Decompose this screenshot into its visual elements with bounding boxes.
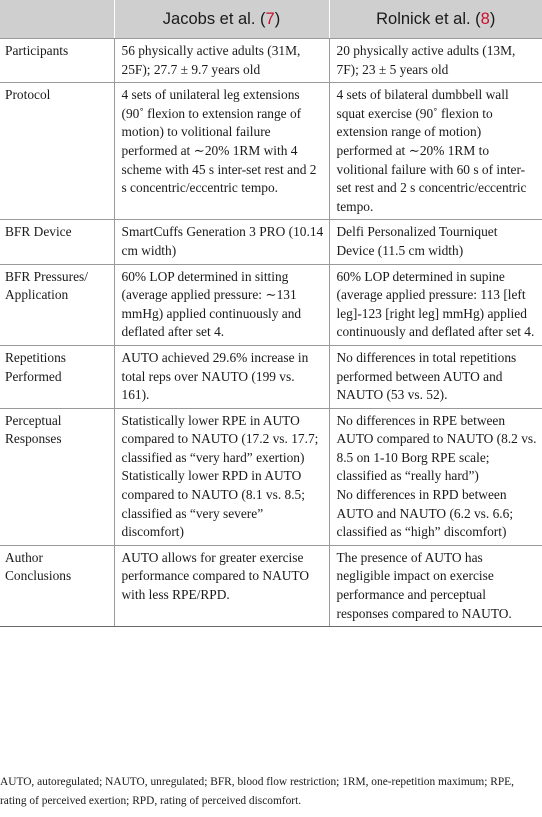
rolnick-cell [329, 408, 542, 545]
header-rolnick [329, 0, 542, 39]
row-label: Perceptual Responses [0, 408, 114, 545]
rolnick-cell [329, 83, 542, 220]
header-jacobs-close: ) [274, 9, 281, 28]
header-jacobs-author: Jacobs et al. ( [162, 9, 266, 28]
row-label: Protocol [0, 83, 114, 220]
rolnick-cell [329, 545, 542, 626]
rolnick-text: 60% LOP determined in supine (average applied pressure: 113 [left leg]-123 [right leg] mmHg) applied continuously and deflated after set 4. [336, 268, 535, 340]
table-row-repetitions [0, 345, 542, 408]
header-jacobs [114, 0, 329, 39]
reference-link-8[interactable]: 8 [480, 9, 490, 28]
jacobs-text: SmartCuffs Generation 3 PRO (10.14 cm width) [121, 224, 324, 258]
header-blank-cell [0, 0, 114, 39]
jacobs-text: 56 physically active adults (31M, 25F); 27.7 ± 9.7 years old [121, 43, 301, 77]
rolnick-text: The presence of AUTO has negligible impact on exercise performance and perceptual responses compared to NAUTO. [336, 549, 512, 621]
row-label: Author Conclusions [0, 545, 114, 626]
jacobs-cell [114, 408, 329, 545]
table-row-bfr-device [0, 220, 542, 264]
table-row-protocol [0, 83, 542, 220]
header-row [0, 0, 542, 39]
header-rolnick-close: ) [489, 9, 496, 28]
rolnick-text: No differences in RPD between AUTO and NAUTO (6.2 vs. 6.6; classified as “high” discomfort) [336, 487, 514, 540]
row-label: BFR Pressures/ Application [0, 264, 114, 345]
table-row-participants [0, 39, 542, 83]
table-row-conclusions [0, 545, 542, 626]
jacobs-text: AUTO achieved 29.6% increase in total reps over NAUTO (199 vs. 161). [121, 349, 309, 403]
rolnick-cell [329, 264, 542, 345]
jacobs-cell [114, 83, 329, 220]
rolnick-cell [329, 220, 542, 264]
rolnick-text: 20 physically active adults (13M, 7F); 23 ± 5 years old [336, 43, 516, 77]
jacobs-text: 60% LOP determined in sitting (average applied pressure: ∼131 mmHg) applied continuously and deflated after set 4. [121, 268, 302, 340]
table-row-perceptual [0, 408, 542, 545]
jacobs-cell [114, 264, 329, 345]
header-rolnick-author: Rolnick et al. ( [376, 9, 481, 28]
table-row-bfr-pressures [0, 264, 542, 345]
table-footnote: AUTO, autoregulated; NAUTO, unregulated; BFR, blood flow restriction; 1RM, one-repetition maximum; RPE, rating of perceived exertion; RPD, rating of perceived discomfort. [0, 776, 514, 807]
jacobs-text: AUTO allows for greater exercise performance compared to NAUTO with less RPE/RPD. [121, 549, 310, 603]
rolnick-text: No differences in total repetitions performed between AUTO and NAUTO (53 vs. 52). [336, 349, 517, 403]
jacobs-text: Statistically lower RPD in AUTO compared to NAUTO (8.1 vs. 8.5; classified as “very severe” discomfort) [121, 468, 305, 540]
jacobs-cell [114, 545, 329, 626]
rolnick-cell [329, 345, 542, 408]
jacobs-cell [114, 345, 329, 408]
jacobs-text: Statistically lower RPE in AUTO compared to NAUTO (17.2 vs. 17.7; classified as “very hard” exertion) [121, 412, 319, 465]
rolnick-text: Delfi Personalized Tourniquet Device (11.5 cm width) [336, 224, 498, 258]
rolnick-text: No differences in RPE between AUTO compared to NAUTO (8.2 vs. 8.5 on 1-10 Borg RPE scale; classified as “really hard”) [336, 412, 537, 484]
reference-link-7[interactable]: 7 [265, 9, 275, 28]
jacobs-cell [114, 39, 329, 83]
row-label: BFR Device [0, 220, 114, 264]
jacobs-text: 4 sets of unilateral leg extensions (90˚ flexion to extension range of motion) to volitional failure performed at ∼20% 1RM with 4 scheme with 45 s inter-set rest and 2 s concentric/eccentric tempo. [121, 87, 317, 196]
jacobs-cell [114, 220, 329, 264]
rolnick-cell [329, 39, 542, 83]
row-label: Participants [0, 39, 114, 83]
row-label: Repetitions Performed [0, 345, 114, 408]
rolnick-text: 4 sets of bilateral dumbbell wall squat exercise (90˚ flexion to extension range of motion) performed at ∼20% 1RM to volitional failure with 60 s of inter-set rest and 2 s concentric/eccentric tempo. [336, 87, 527, 214]
